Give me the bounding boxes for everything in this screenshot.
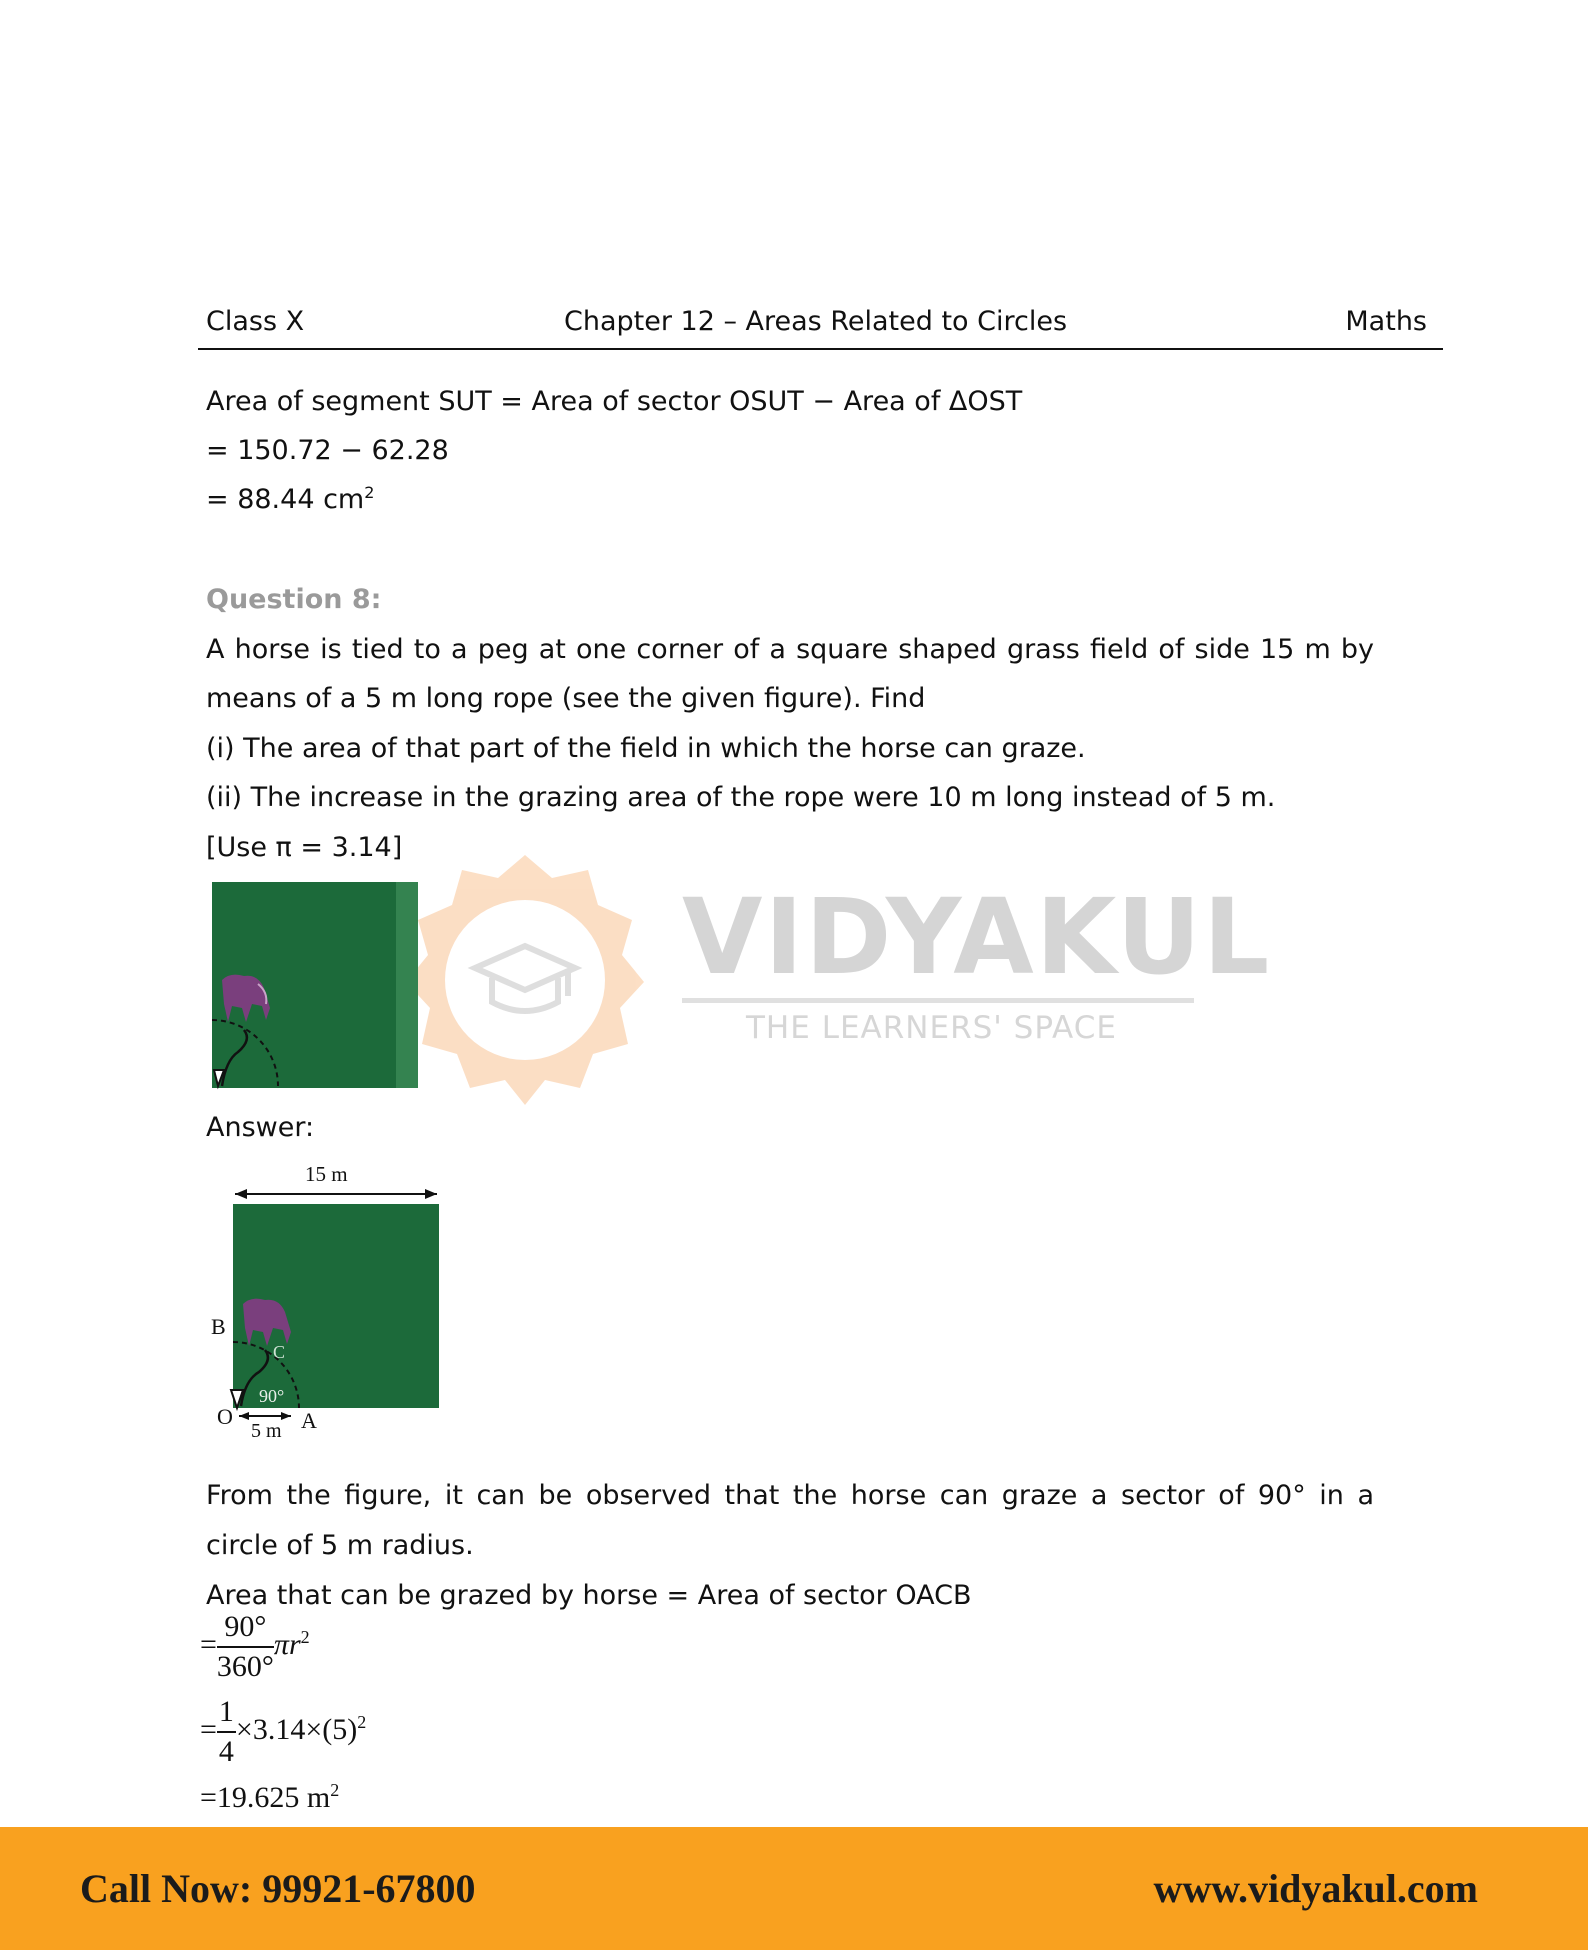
solution-line-2: circle of 5 m radius. xyxy=(206,1530,474,1561)
math-step-2: = $\frac{1}{4}$ $\times 3.14\times(5)^2$ xyxy=(200,1695,367,1768)
watermark-subtitle: THE LEARNERS' SPACE xyxy=(746,1010,1117,1046)
watermark-title: VIDYAKUL xyxy=(682,876,1272,998)
question-line-2: means of a 5 m long rope (see the given figure). Find xyxy=(206,683,926,714)
question-title: Question 8: xyxy=(206,584,382,615)
watermark-rule xyxy=(682,998,1194,1003)
math-step-1: = $\frac{90^\circ}{360^\circ}$ $\pi r^2$ xyxy=(200,1610,310,1683)
calc-line-1: = 150.72 − 62.28 xyxy=(206,435,449,466)
label-C: C xyxy=(273,1342,286,1362)
question-field-figure xyxy=(208,880,420,1090)
math-step-3: =19.625 $m^2$ xyxy=(200,1780,340,1814)
label-5m: 5 m xyxy=(251,1420,282,1442)
label-O: O xyxy=(217,1404,233,1429)
fraction: $\frac{1}{4}$ xyxy=(218,1695,234,1768)
use-pi-note: [Use π = 3.14] xyxy=(206,832,403,863)
solution-line-1: From the figure, it can be observed that the horse can graze a sector of 90° in a xyxy=(206,1480,1374,1511)
website-link[interactable]: www.vidyakul.com xyxy=(1153,1866,1478,1911)
header-subject: Maths xyxy=(1345,306,1427,337)
answer-field-figure xyxy=(205,1158,465,1448)
header-class: Class X xyxy=(206,306,305,337)
label-angle: 90° xyxy=(259,1386,285,1406)
label-B: B xyxy=(211,1314,226,1339)
answer-label: Answer: xyxy=(206,1112,315,1143)
question-part-i: (i) The area of that part of the field in which the horse can graze. xyxy=(206,733,1086,764)
vidyakul-watermark xyxy=(400,850,1272,1110)
watermark-gear-logo xyxy=(400,850,650,1110)
label-A: A xyxy=(301,1408,317,1433)
fraction: $\frac{90^\circ}{360^\circ}$ xyxy=(216,1610,274,1683)
question-part-ii: (ii) The increase in the grazing area of the rope were 10 m long instead of 5 m. xyxy=(206,782,1276,813)
footer-banner xyxy=(0,1827,1588,1950)
calc-line-2: = 88.44 $cm^2$ xyxy=(206,483,375,515)
header-chapter: Chapter 12 – Areas Related to Circles xyxy=(564,306,1068,337)
label-15m: 15 m xyxy=(305,1162,348,1186)
segment-area-line: Area of segment SUT = Area of sector OSUT − Area of ΔOST xyxy=(206,386,1023,417)
page-header xyxy=(198,300,1443,350)
solution-line-3: Area that can be grazed by horse = Area of sector OACB xyxy=(206,1580,972,1611)
question-line-1: A horse is tied to a peg at one corner of a square shaped grass field of side 15 m by xyxy=(206,634,1374,665)
call-now-text: Call Now: 99921-67800 xyxy=(80,1866,476,1911)
